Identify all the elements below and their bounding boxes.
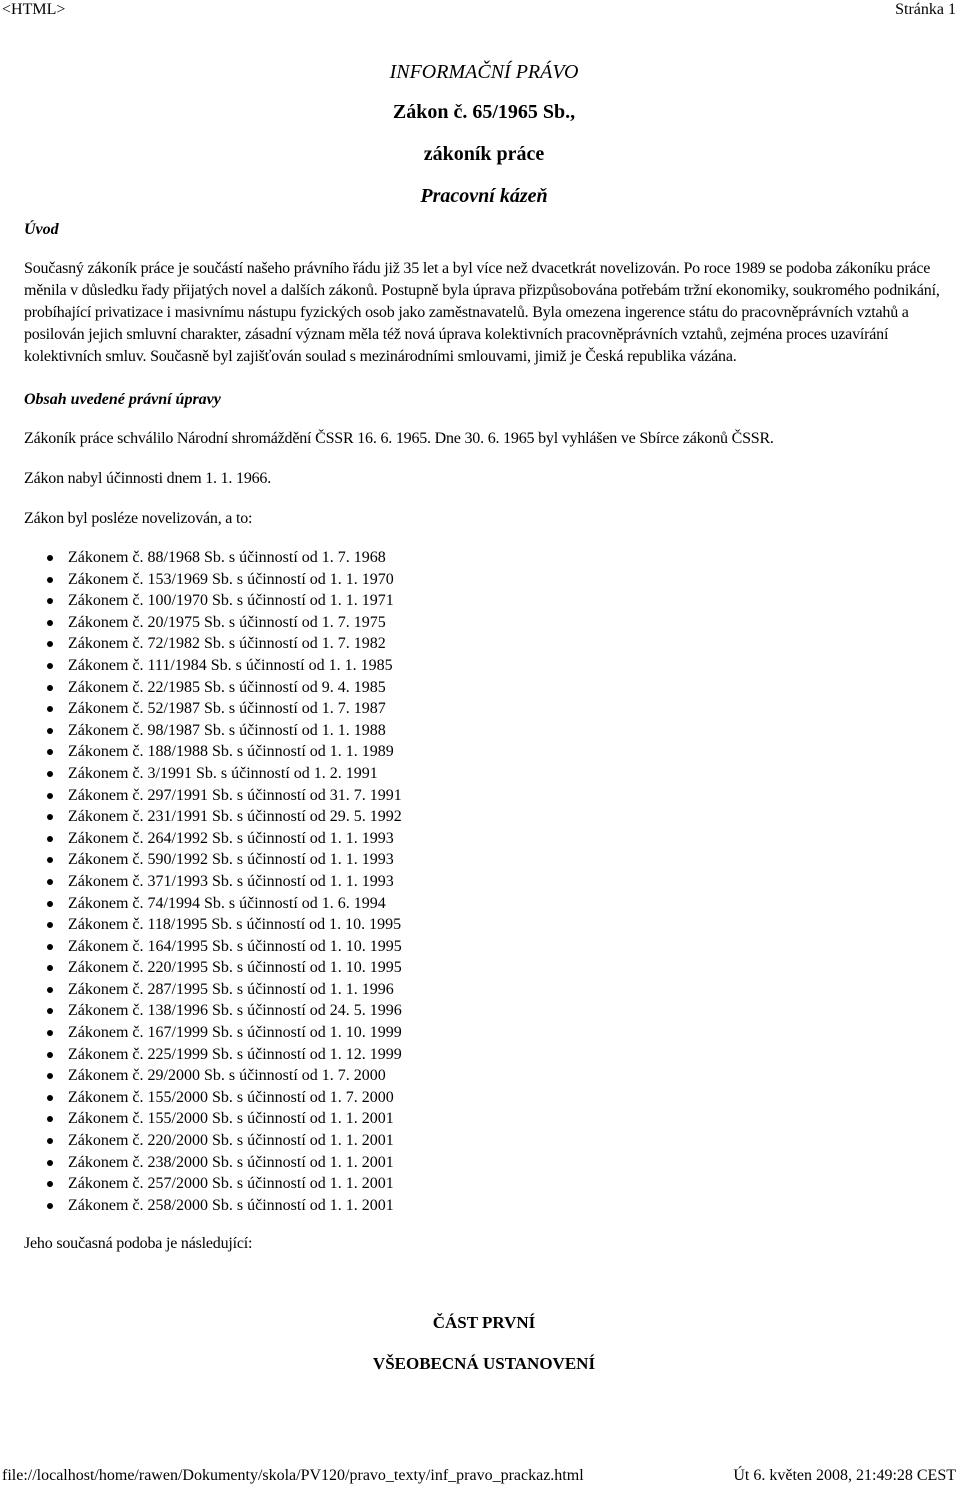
list-item	[68, 828, 944, 850]
list-item	[68, 936, 944, 958]
bullet-icon	[47, 1095, 53, 1101]
list-item	[68, 1108, 944, 1130]
bullet-icon	[47, 1008, 53, 1014]
bullet-icon	[47, 706, 53, 712]
list-item	[68, 590, 944, 612]
list-item	[68, 741, 944, 763]
bullet-icon	[47, 685, 53, 691]
list-item	[68, 785, 944, 807]
list-item	[68, 1152, 944, 1174]
list-item	[68, 1065, 944, 1087]
amendment-text: Zákonem č. 72/1982 Sb. s účinností od 1. 7. 1982	[68, 635, 386, 653]
amendment-text: Zákonem č. 155/2000 Sb. s účinností od 1. 7. 2000	[68, 1088, 394, 1106]
bullet-icon	[47, 879, 53, 885]
bullet-icon	[47, 663, 53, 669]
bullet-icon	[47, 987, 53, 993]
part-title: VŠEOBECNÁ USTANOVENÍ	[372, 1354, 596, 1374]
bullet-icon	[47, 749, 53, 755]
amendment-text: Zákonem č. 100/1970 Sb. s účinností od 1. 1. 1971	[68, 592, 394, 610]
list-item	[68, 914, 944, 936]
amendment-text: Zákonem č. 287/1995 Sb. s účinností od 1. 1. 1996	[68, 980, 394, 998]
amended-intro: Zákon byl posléze novelizován, a to:	[24, 510, 253, 527]
list-item	[68, 1044, 944, 1066]
list-item	[68, 655, 944, 677]
part-label: ČÁST PRVNÍ	[432, 1313, 536, 1333]
bullet-icon	[47, 1073, 53, 1079]
list-item	[68, 893, 944, 915]
amendment-text: Zákonem č. 118/1995 Sb. s účinností od 1. 10. 1995	[68, 916, 402, 934]
amendment-text: Zákonem č. 297/1991 Sb. s účinností od 31. 7. 1991	[68, 786, 402, 804]
amendment-text: Zákonem č. 111/1984 Sb. s účinností od 1. 1. 1985	[68, 656, 393, 674]
list-item	[68, 1130, 944, 1152]
list-item	[68, 871, 944, 893]
bullet-icon	[47, 922, 53, 928]
list-item	[68, 698, 944, 720]
bullet-icon	[47, 598, 53, 604]
amendment-text: Zákonem č. 188/1988 Sb. s účinností od 1. 1. 1989	[68, 743, 394, 761]
topic-title: Pracovní kázeň	[420, 185, 548, 207]
amendment-text: Zákonem č. 238/2000 Sb. s účinností od 1. 1. 2001	[68, 1153, 394, 1171]
bullet-icon	[47, 965, 53, 971]
amendment-text: Zákonem č. 225/1999 Sb. s účinností od 1. 12. 1999	[68, 1045, 402, 1063]
print-footer	[0, 1466, 960, 1488]
intro-heading: Úvod	[24, 221, 59, 238]
bullet-icon	[47, 1052, 53, 1058]
bullet-icon	[47, 793, 53, 799]
amendment-text: Zákonem č. 155/2000 Sb. s účinností od 1. 1. 2001	[68, 1110, 394, 1128]
file-url: file://localhost/home/rawen/Dokumenty/skola/PV120/pravo_texty/inf_pravo_prackaz.html	[2, 1467, 584, 1484]
amendment-text: Zákonem č. 3/1991 Sb. s účinností od 1. 2. 1991	[68, 764, 378, 782]
list-item	[68, 979, 944, 1001]
amendment-text: Zákonem č. 98/1987 Sb. s účinností od 1. 1. 1988	[68, 721, 386, 739]
list-item	[68, 1173, 944, 1195]
page-number: Stránka 1	[895, 1, 956, 18]
document-subject: INFORMAČNÍ PRÁVO	[389, 61, 579, 83]
amendment-text: Zákonem č. 257/2000 Sb. s účinností od 1. 1. 2001	[68, 1175, 394, 1193]
bullet-icon	[47, 1116, 53, 1122]
amendment-text: Zákonem č. 258/2000 Sb. s účinností od 1. 1. 2001	[68, 1196, 394, 1214]
print-header-left: <HTML>	[2, 1, 66, 18]
bullet-icon	[47, 1181, 53, 1187]
bullet-icon	[47, 901, 53, 907]
list-item	[68, 612, 944, 634]
amendment-text: Zákonem č. 164/1995 Sb. s účinností od 1. 10. 1995	[68, 937, 402, 955]
list-item	[68, 1195, 944, 1217]
amendment-text: Zákonem č. 231/1991 Sb. s účinností od 29. 5. 1992	[68, 808, 402, 826]
bullet-icon	[47, 814, 53, 820]
list-item	[68, 806, 944, 828]
amendment-text: Zákonem č. 371/1993 Sb. s účinností od 1. 1. 1993	[68, 872, 394, 890]
list-item	[68, 849, 944, 871]
list-item	[68, 1000, 944, 1022]
amendment-text: Zákonem č. 264/1992 Sb. s účinností od 1. 1. 1993	[68, 829, 394, 847]
bullet-icon	[47, 641, 53, 647]
amendments-list	[24, 547, 944, 1216]
bullet-icon	[47, 555, 53, 561]
bullet-icon	[47, 620, 53, 626]
amendment-text: Zákonem č. 88/1968 Sb. s účinností od 1. 7. 1968	[68, 549, 386, 566]
bullet-icon	[47, 1030, 53, 1036]
bullet-icon	[47, 1138, 53, 1144]
amendment-text: Zákonem č. 220/2000 Sb. s účinností od 1. 1. 2001	[68, 1132, 394, 1150]
bullet-icon	[47, 771, 53, 777]
amendment-text: Zákonem č. 22/1985 Sb. s účinností od 9. 4. 1985	[68, 678, 386, 696]
amendment-text: Zákonem č. 167/1999 Sb. s účinností od 1. 10. 1999	[68, 1024, 402, 1042]
amendment-text: Zákonem č. 52/1987 Sb. s účinností od 1. 7. 1987	[68, 700, 386, 718]
amendment-text: Zákonem č. 74/1994 Sb. s účinností od 1. 6. 1994	[68, 894, 386, 912]
list-item	[68, 720, 944, 742]
list-item	[68, 763, 944, 785]
amendment-text: Zákonem č. 590/1992 Sb. s účinností od 1. 1. 1993	[68, 851, 394, 869]
bullet-icon	[47, 728, 53, 734]
code-title: zákoník práce	[423, 143, 545, 165]
amendment-text: Zákonem č. 220/1995 Sb. s účinností od 1. 10. 1995	[68, 959, 402, 977]
content-heading: Obsah uvedené právní úpravy	[24, 391, 221, 408]
effective-paragraph: Zákon nabyl účinnosti dnem 1. 1. 1966.	[24, 470, 272, 487]
list-item	[68, 633, 944, 655]
bullet-icon	[47, 1160, 53, 1166]
list-item	[68, 547, 944, 569]
print-timestamp: Út 6. květen 2008, 21:49:28 CEST	[733, 1467, 956, 1484]
law-title: Zákon č. 65/1965 Sb.,	[392, 101, 576, 123]
bullet-icon	[47, 1203, 53, 1209]
amendment-text: Zákonem č. 20/1975 Sb. s účinností od 1. 7. 1975	[68, 613, 386, 631]
print-header	[0, 0, 960, 22]
list-item	[68, 957, 944, 979]
list-item	[68, 1087, 944, 1109]
bullet-icon	[47, 577, 53, 583]
document-body	[24, 58, 944, 1376]
current-form-paragraph: Jeho současná podoba je následující:	[24, 1235, 253, 1253]
amendment-text: Zákonem č. 153/1969 Sb. s účinností od 1. 1. 1970	[68, 570, 394, 588]
bullet-icon	[47, 944, 53, 950]
approval-paragraph: Zákoník práce schválilo Národní shromáždění ČSSR 16. 6. 1965. Dne 30. 6. 1965 byl vyhlášen ve Sbírce zákonů ČSSR.	[24, 430, 774, 447]
bullet-icon	[47, 836, 53, 842]
intro-paragraph: Současný zákoník práce je součástí našeho právního řádu již 35 let a byl více než dvacetkrát novelizován. Po roce 1989 se podoba zákoníku práce měnila v důsledku řady přijatých novel a dalších zákonů. Postupně byla úprava přizpůsobována potřebám tržní ekonomiky, soukromého podnikání, probíhající privatizace i masivnímu nástupu fyzických osob jako zaměstnavatelů. Byla omezena ingerence státu do pracovněprávních vztahů a posilován jejich smluvní charakter, zásadní význam měla též nová úprava kolektivních pracovněprávních vztahů, zejména proces uzavírání kolektivních smluv. Současně byl zajišťován soulad s mezinárodními smlouvami, jimiž je Česká republika vázána.	[24, 260, 940, 365]
list-item	[68, 677, 944, 699]
list-item	[68, 569, 944, 591]
amendment-text: Zákonem č. 29/2000 Sb. s účinností od 1. 7. 2000	[68, 1067, 386, 1085]
amendment-text: Zákonem č. 138/1996 Sb. s účinností od 24. 5. 1996	[68, 1002, 402, 1020]
bullet-icon	[47, 857, 53, 863]
list-item	[68, 1022, 944, 1044]
